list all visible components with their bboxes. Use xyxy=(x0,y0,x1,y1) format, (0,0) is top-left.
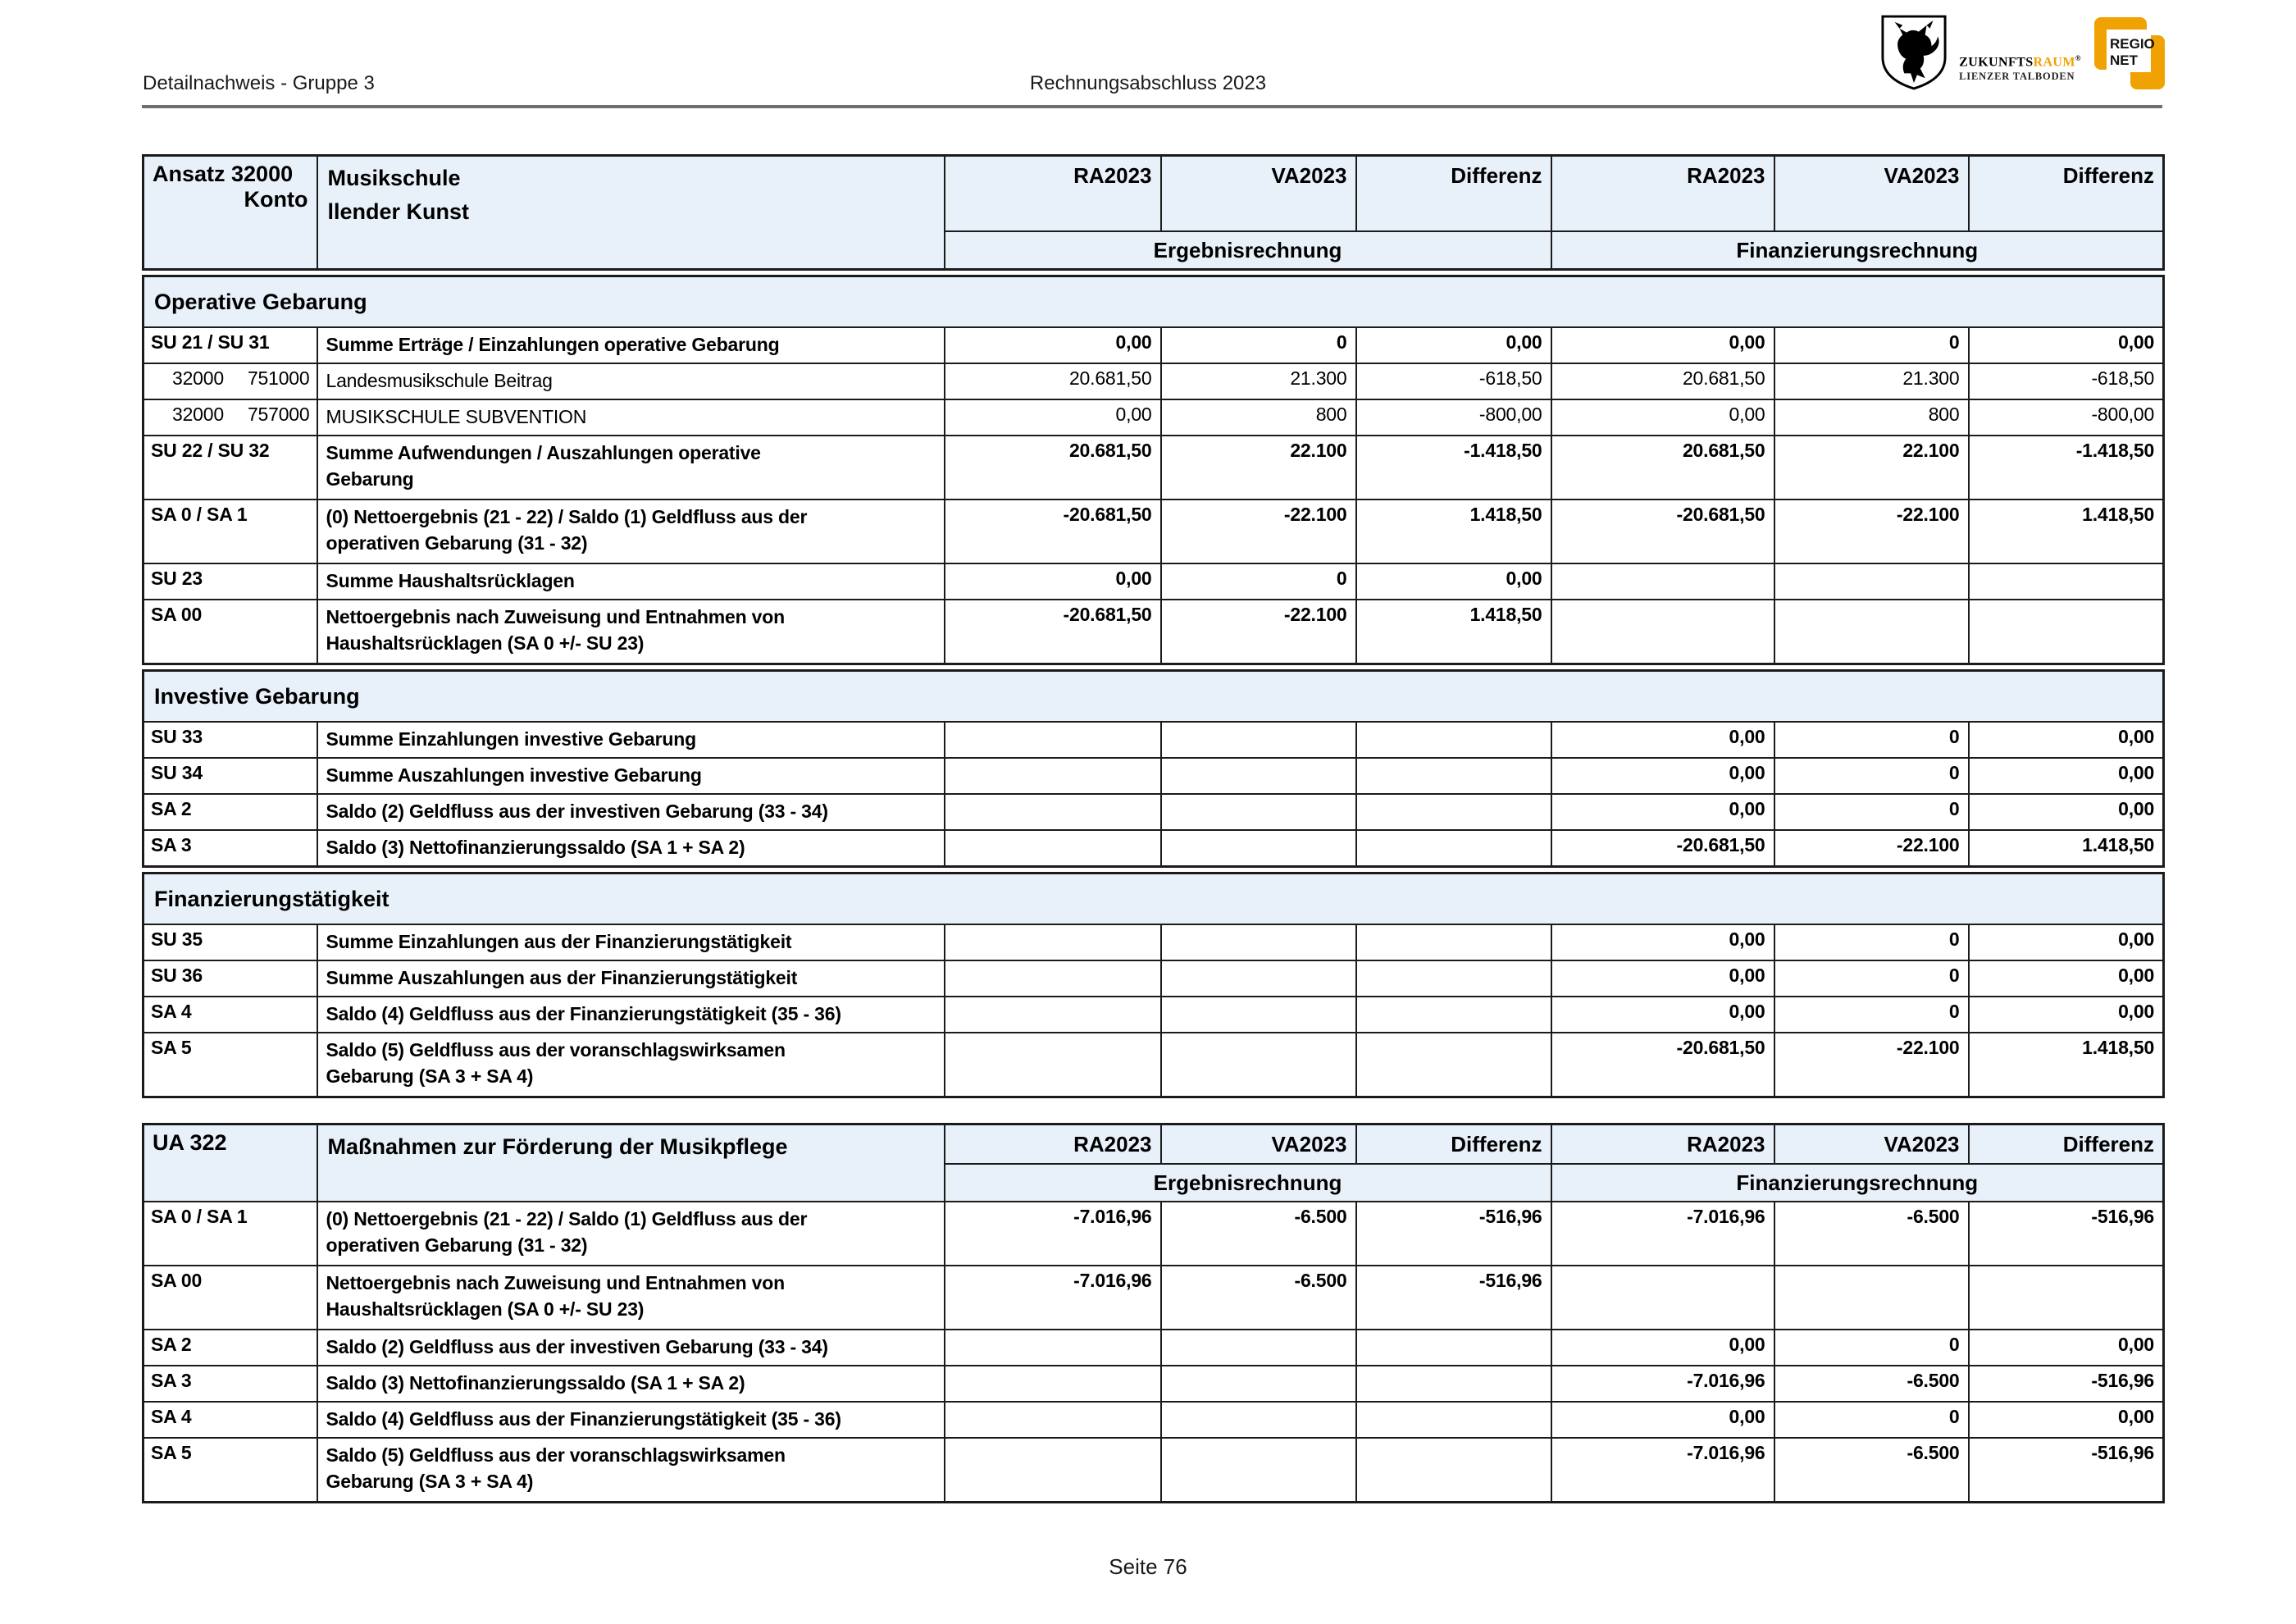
konto-code: 757000 xyxy=(247,404,310,425)
value-cell: 0,00 xyxy=(945,327,1161,363)
value-cell: 0,00 xyxy=(1551,399,1774,436)
table-row xyxy=(144,1266,2164,1330)
value-cell: -7.016,96 xyxy=(1551,1202,1774,1266)
table-row xyxy=(144,960,2164,997)
value-cell: 0 xyxy=(1774,924,1969,960)
value-cell: 22.100 xyxy=(1161,436,1356,500)
table-section-block xyxy=(142,872,2165,1098)
table-row xyxy=(144,600,2164,664)
section-header-row xyxy=(144,671,2164,723)
code-cell: SA 2 xyxy=(144,1330,317,1366)
column-header: RA2023 xyxy=(945,156,1161,232)
code-cell: SU 36 xyxy=(144,960,317,997)
value-cell: 0,00 xyxy=(1551,794,1774,830)
code-cell: SA 5 xyxy=(144,1438,317,1503)
section-header-row xyxy=(144,874,2164,925)
label-cell: Saldo (4) Geldfluss aus der Finanzierungstätigkeit (35 - 36) xyxy=(317,997,945,1033)
code-cell: SA 4 xyxy=(144,997,317,1033)
value-cell xyxy=(1161,794,1356,830)
code-cell: SU 22 / SU 32 xyxy=(144,436,317,500)
value-cell: 1.418,50 xyxy=(1356,600,1551,664)
value-cell: -6.500 xyxy=(1161,1266,1356,1330)
value-cell: -7.016,96 xyxy=(1551,1438,1774,1503)
label-cell: Saldo (2) Geldfluss aus der investiven Gebarung (33 - 34) xyxy=(317,1330,945,1366)
value-cell: 0 xyxy=(1774,1402,1969,1438)
detail-table-ansatz-32000 xyxy=(142,154,2162,1098)
label-cell: Summe Erträge / Einzahlungen operative Gebarung xyxy=(317,327,945,363)
value-cell: 0,00 xyxy=(1969,327,2164,363)
label-cell: (0) Nettoergebnis (21 - 22) / Saldo (1) Geldfluss aus der operativen Gebarung (31 - 32) xyxy=(317,1202,945,1266)
table-section-block xyxy=(142,669,2165,868)
value-cell xyxy=(1551,563,1774,600)
label-cell: Saldo (3) Nettofinanzierungssaldo (SA 1 + SA 2) xyxy=(317,830,945,867)
header-divider xyxy=(142,105,2162,108)
table-row xyxy=(144,1330,2164,1366)
table-row xyxy=(144,722,2164,758)
value-cell: -22.100 xyxy=(1161,600,1356,664)
value-cell: 0,00 xyxy=(1969,924,2164,960)
value-cell: -20.681,50 xyxy=(945,500,1161,563)
value-cell: 0 xyxy=(1774,794,1969,830)
label-cell: (0) Nettoergebnis (21 - 22) / Saldo (1) Geldfluss aus der operativen Gebarung (31 - 32) xyxy=(317,500,945,563)
value-cell: 0,00 xyxy=(1551,758,1774,794)
column-group-header: Ergebnisrechnung xyxy=(945,231,1551,270)
brand-wordmark xyxy=(1959,54,2081,84)
coat-of-arms-icon xyxy=(1880,13,1947,96)
label-cell: Summe Auszahlungen investive Gebarung xyxy=(317,758,945,794)
value-cell: 0,00 xyxy=(1356,327,1551,363)
value-cell: 0,00 xyxy=(1551,327,1774,363)
value-cell: -6.500 xyxy=(1774,1438,1969,1503)
column-group-header: Finanzierungsrechnung xyxy=(1551,231,2164,270)
ansatz-code: 32000 xyxy=(172,404,224,425)
code-cell: SA 3 xyxy=(144,830,317,867)
table-row xyxy=(144,436,2164,500)
label-cell: Saldo (3) Nettofinanzierungssaldo (SA 1 + SA 2) xyxy=(317,1366,945,1402)
value-cell: 0,00 xyxy=(1551,924,1774,960)
value-cell: 1.418,50 xyxy=(1356,500,1551,563)
table-row xyxy=(144,1438,2164,1503)
value-cell xyxy=(1161,722,1356,758)
table-row xyxy=(144,924,2164,960)
column-header: Differenz xyxy=(1969,156,2164,232)
value-cell: -618,50 xyxy=(1969,363,2164,399)
value-cell: -516,96 xyxy=(1356,1266,1551,1330)
value-cell xyxy=(1551,600,1774,664)
detail-table-ua-322 xyxy=(142,1123,2162,1503)
value-cell xyxy=(1551,1266,1774,1330)
column-header: RA2023 xyxy=(1551,1124,1774,1165)
value-cell xyxy=(1969,1266,2164,1330)
value-cell: 0 xyxy=(1161,327,1356,363)
value-cell xyxy=(1356,1366,1551,1402)
value-cell: 1.418,50 xyxy=(1969,830,2164,867)
value-cell: 0 xyxy=(1774,327,1969,363)
value-cell xyxy=(1161,997,1356,1033)
value-cell: -22.100 xyxy=(1774,830,1969,867)
code-cell xyxy=(144,363,317,399)
value-cell: 0 xyxy=(1774,997,1969,1033)
value-cell: 800 xyxy=(1774,399,1969,436)
code-cell: SA 0 / SA 1 xyxy=(144,1202,317,1266)
value-cell: 0,00 xyxy=(945,399,1161,436)
value-cell xyxy=(945,1366,1161,1402)
table-code: Ansatz 32000 xyxy=(153,162,294,186)
value-cell: 22.100 xyxy=(1774,436,1969,500)
code-cell: SU 33 xyxy=(144,722,317,758)
value-cell: 21.300 xyxy=(1774,363,1969,399)
value-cell xyxy=(1969,600,2164,664)
regionet-text-net: NET xyxy=(2110,52,2138,68)
value-cell: 0 xyxy=(1774,722,1969,758)
value-cell: -6.500 xyxy=(1774,1202,1969,1266)
value-cell: -800,00 xyxy=(1969,399,2164,436)
value-cell: 0 xyxy=(1161,563,1356,600)
table-code: UA 322 xyxy=(153,1130,227,1155)
label-cell: Landesmusikschule Beitrag xyxy=(317,363,945,399)
table-block xyxy=(142,1123,2165,1503)
code-cell: SU 21 / SU 31 xyxy=(144,327,317,363)
value-cell xyxy=(945,830,1161,867)
code-cell: SA 5 xyxy=(144,1033,317,1097)
value-cell xyxy=(1161,960,1356,997)
value-cell: 0,00 xyxy=(945,563,1161,600)
page-header-title: Rechnungsabschluss 2023 xyxy=(1029,72,1267,94)
section-header-row xyxy=(144,276,2164,328)
column-group-header: Finanzierungsrechnung xyxy=(1551,1164,2164,1202)
regionet-logo xyxy=(2093,14,2165,95)
value-cell: 20.681,50 xyxy=(945,436,1161,500)
value-cell xyxy=(1356,924,1551,960)
brand-zukunfts: ZUKUNFTS xyxy=(1959,54,2034,69)
konto-code: 751000 xyxy=(247,367,310,389)
column-header: VA2023 xyxy=(1161,1124,1356,1165)
value-cell: 1.418,50 xyxy=(1969,1033,2164,1097)
table-header-row xyxy=(144,1124,2164,1165)
value-cell: -1.418,50 xyxy=(1969,436,2164,500)
column-header: Differenz xyxy=(1356,156,1551,232)
table-row xyxy=(144,830,2164,867)
value-cell: -800,00 xyxy=(1356,399,1551,436)
value-cell xyxy=(1356,722,1551,758)
value-cell: 0,00 xyxy=(1356,563,1551,600)
value-cell: 0,00 xyxy=(1551,960,1774,997)
table-row xyxy=(144,363,2164,399)
value-cell xyxy=(945,924,1161,960)
value-cell xyxy=(1774,563,1969,600)
table-row xyxy=(144,327,2164,363)
label-cell: Saldo (4) Geldfluss aus der Finanzierungstätigkeit (35 - 36) xyxy=(317,1402,945,1438)
value-cell xyxy=(1356,1438,1551,1503)
column-header: Differenz xyxy=(1969,1124,2164,1165)
value-cell: 1.418,50 xyxy=(1969,500,2164,563)
value-cell xyxy=(1161,1402,1356,1438)
value-cell xyxy=(945,1330,1161,1366)
table-title-cell: Maßnahmen zur Förderung der Musikpflege xyxy=(317,1124,945,1202)
value-cell: 20.681,50 xyxy=(1551,363,1774,399)
column-header: RA2023 xyxy=(1551,156,1774,232)
value-cell: 0,00 xyxy=(1969,1402,2164,1438)
table-row xyxy=(144,997,2164,1033)
value-cell: -516,96 xyxy=(1356,1202,1551,1266)
value-cell: 0 xyxy=(1774,1330,1969,1366)
value-cell: 0,00 xyxy=(1969,794,2164,830)
value-cell: -22.100 xyxy=(1774,500,1969,563)
value-cell: 0 xyxy=(1774,960,1969,997)
table-code-cell xyxy=(144,156,317,270)
value-cell: -7.016,96 xyxy=(945,1266,1161,1330)
value-cell xyxy=(1161,1438,1356,1503)
code-cell: SA 00 xyxy=(144,1266,317,1330)
table-row xyxy=(144,1402,2164,1438)
code-cell xyxy=(144,399,317,436)
value-cell: -7.016,96 xyxy=(1551,1366,1774,1402)
value-cell xyxy=(1161,758,1356,794)
value-cell: 20.681,50 xyxy=(945,363,1161,399)
value-cell: 0,00 xyxy=(1969,1330,2164,1366)
label-cell: Summe Einzahlungen investive Gebarung xyxy=(317,722,945,758)
value-cell: 20.681,50 xyxy=(1551,436,1774,500)
value-cell xyxy=(1356,1330,1551,1366)
brand-raum: RAUM xyxy=(2033,54,2075,69)
label-cell: Summe Einzahlungen aus der Finanzierungstätigkeit xyxy=(317,924,945,960)
value-cell xyxy=(945,960,1161,997)
value-cell xyxy=(1774,1266,1969,1330)
value-cell xyxy=(945,1438,1161,1503)
code-cell: SA 4 xyxy=(144,1402,317,1438)
value-cell xyxy=(945,758,1161,794)
column-header: Differenz xyxy=(1356,1124,1551,1165)
label-cell: MUSIKSCHULE SUBVENTION xyxy=(317,399,945,436)
brand-reg-mark: ® xyxy=(2075,53,2081,62)
value-cell: -7.016,96 xyxy=(945,1202,1161,1266)
code-cell: SA 2 xyxy=(144,794,317,830)
column-group-header: Ergebnisrechnung xyxy=(945,1164,1551,1202)
column-header: VA2023 xyxy=(1161,156,1356,232)
tables-container xyxy=(142,154,2162,1503)
label-cell: Saldo (5) Geldfluss aus der voranschlagswirksamen Gebarung (SA 3 + SA 4) xyxy=(317,1033,945,1097)
value-cell: -1.418,50 xyxy=(1356,436,1551,500)
value-cell xyxy=(945,1402,1161,1438)
value-cell xyxy=(945,794,1161,830)
page-header-left: Detailnachweis - Gruppe 3 xyxy=(143,72,375,94)
value-cell: -22.100 xyxy=(1774,1033,1969,1097)
label-cell: Summe Auszahlungen aus der Finanzierungstätigkeit xyxy=(317,960,945,997)
value-cell xyxy=(945,997,1161,1033)
value-cell xyxy=(1356,794,1551,830)
value-cell xyxy=(1356,1402,1551,1438)
value-cell: -20.681,50 xyxy=(1551,500,1774,563)
value-cell xyxy=(1161,1366,1356,1402)
table-title-cell: Musikschule llender Kunst xyxy=(317,156,945,270)
label-cell: Summe Haushaltsrücklagen xyxy=(317,563,945,600)
ansatz-code: 32000 xyxy=(172,367,224,389)
table-row xyxy=(144,563,2164,600)
value-cell: 0,00 xyxy=(1969,758,2164,794)
code-cell: SU 35 xyxy=(144,924,317,960)
value-cell xyxy=(1356,1033,1551,1097)
column-header: VA2023 xyxy=(1774,1124,1969,1165)
value-cell: -6.500 xyxy=(1774,1366,1969,1402)
table-row xyxy=(144,758,2164,794)
value-cell: -6.500 xyxy=(1161,1202,1356,1266)
section-header: Operative Gebarung xyxy=(144,276,2164,328)
value-cell: -20.681,50 xyxy=(945,600,1161,664)
table-code-cell xyxy=(144,1124,317,1202)
section-header: Investive Gebarung xyxy=(144,671,2164,723)
table-header-row xyxy=(144,156,2164,232)
regionet-text-regio: REGIO xyxy=(2110,36,2155,52)
label-cell: Saldo (5) Geldfluss aus der voranschlagswirksamen Gebarung (SA 3 + SA 4) xyxy=(317,1438,945,1503)
code-cell: SA 00 xyxy=(144,600,317,664)
value-cell: 800 xyxy=(1161,399,1356,436)
table-row xyxy=(144,1366,2164,1402)
value-cell: 0,00 xyxy=(1551,997,1774,1033)
value-cell xyxy=(1161,1033,1356,1097)
value-cell: -618,50 xyxy=(1356,363,1551,399)
label-cell: Summe Aufwendungen / Auszahlungen operative Gebarung xyxy=(317,436,945,500)
table-row xyxy=(144,500,2164,563)
value-cell xyxy=(1356,997,1551,1033)
value-cell: 21.300 xyxy=(1161,363,1356,399)
code-cell: SA 0 / SA 1 xyxy=(144,500,317,563)
value-cell: 0,00 xyxy=(1969,960,2164,997)
label-cell: Nettoergebnis nach Zuweisung und Entnahmen von Haushaltsrücklagen (SA 0 +/- SU 23) xyxy=(317,1266,945,1330)
value-cell: -22.100 xyxy=(1161,500,1356,563)
value-cell: 0,00 xyxy=(1551,1330,1774,1366)
value-cell: -516,96 xyxy=(1969,1202,2164,1266)
label-cell: Saldo (2) Geldfluss aus der investiven Gebarung (33 - 34) xyxy=(317,794,945,830)
value-cell xyxy=(945,1033,1161,1097)
value-cell: -516,96 xyxy=(1969,1366,2164,1402)
code-cell: SU 34 xyxy=(144,758,317,794)
code-cell: SA 3 xyxy=(144,1366,317,1402)
value-cell xyxy=(1356,960,1551,997)
brand-tagline: LIENZER TALBODEN xyxy=(1959,70,2075,82)
column-header: VA2023 xyxy=(1774,156,1969,232)
table-row xyxy=(144,1202,2164,1266)
value-cell xyxy=(1774,600,1969,664)
value-cell: -20.681,50 xyxy=(1551,1033,1774,1097)
logo-group xyxy=(1880,13,2165,96)
table-row xyxy=(144,399,2164,436)
value-cell: -516,96 xyxy=(1969,1438,2164,1503)
value-cell xyxy=(1161,924,1356,960)
table-section-block xyxy=(142,275,2165,665)
value-cell: 0 xyxy=(1774,758,1969,794)
konto-label: Konto xyxy=(244,187,308,212)
table-row xyxy=(144,1033,2164,1097)
value-cell xyxy=(1969,563,2164,600)
value-cell xyxy=(1161,830,1356,867)
column-header: RA2023 xyxy=(945,1124,1161,1165)
value-cell xyxy=(1356,830,1551,867)
section-header: Finanzierungstätigkeit xyxy=(144,874,2164,925)
value-cell: 0,00 xyxy=(1969,997,2164,1033)
value-cell: -20.681,50 xyxy=(1551,830,1774,867)
table-header-block xyxy=(142,154,2165,271)
value-cell: 0,00 xyxy=(1551,722,1774,758)
value-cell xyxy=(945,722,1161,758)
table-row xyxy=(144,794,2164,830)
value-cell: 0,00 xyxy=(1969,722,2164,758)
page-footer: Seite 76 xyxy=(1109,1554,1187,1579)
label-cell: Nettoergebnis nach Zuweisung und Entnahmen von Haushaltsrücklagen (SA 0 +/- SU 23) xyxy=(317,600,945,664)
value-cell xyxy=(1356,758,1551,794)
value-cell: 0,00 xyxy=(1551,1402,1774,1438)
value-cell xyxy=(1161,1330,1356,1366)
code-cell: SU 23 xyxy=(144,563,317,600)
